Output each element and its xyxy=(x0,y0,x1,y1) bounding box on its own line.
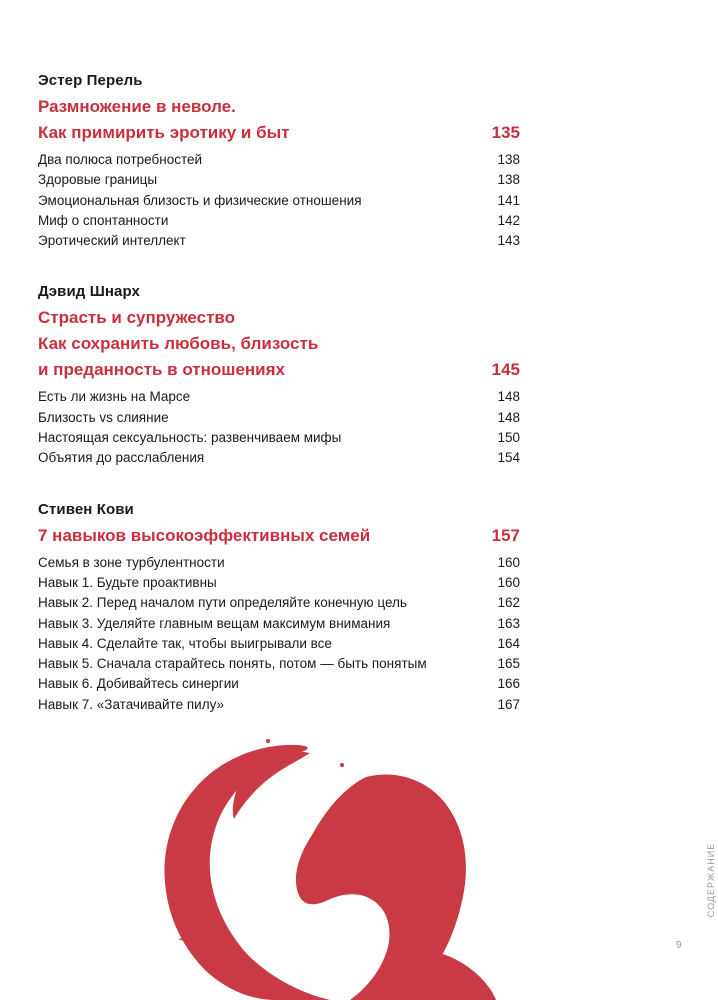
toc-entry xyxy=(38,211,520,231)
toc-entry xyxy=(38,170,520,190)
entry-title: Навык 5. Сначала старайтесь понять, потом — быть понятым xyxy=(38,656,427,672)
entry-title: Семья в зоне турбулентности xyxy=(38,554,225,570)
entry-page: 148 xyxy=(497,409,520,425)
section-title-text: и преданность в отношениях xyxy=(38,360,286,380)
toc-section xyxy=(38,501,520,715)
entry-title: Два полюса потребностей xyxy=(38,152,203,167)
entry-title: Навык 7. «Затачивайте пилу» xyxy=(38,696,224,712)
entry-title: Здоровые границы xyxy=(38,172,158,188)
section-author: Стивен Кови xyxy=(38,500,134,518)
toc-entry xyxy=(38,191,520,211)
entry-page: 163 xyxy=(497,615,520,631)
toc-entry xyxy=(38,614,520,634)
toc-section xyxy=(38,283,520,468)
section-title-text: 7 навыков высокоэффективных семей xyxy=(38,525,371,545)
section-title-page: 145 xyxy=(491,360,520,380)
entry-title: Миф о спонтанности xyxy=(38,212,169,228)
section-title-text: Размножение в неволе. xyxy=(38,97,236,116)
entry-title: Близость vs слияние xyxy=(38,409,169,425)
entry-page: 141 xyxy=(497,192,520,208)
section-title-text: Как примирить эротику и быт xyxy=(38,123,290,142)
toc-entry xyxy=(38,695,520,715)
entry-page: 138 xyxy=(497,172,520,188)
section-side-label: СОДЕРЖАНИЕ xyxy=(706,842,717,918)
entry-title: Навык 1. Будьте проактивны xyxy=(38,574,217,590)
entry-title: Есть ли жизнь на Марсе xyxy=(38,389,191,405)
section-title-line xyxy=(38,357,520,383)
section-title-text: Страсть и супружество xyxy=(38,308,236,328)
toc-entry xyxy=(38,428,520,448)
toc-entry xyxy=(38,408,520,428)
entry-title: Объятия до расслабления xyxy=(38,450,205,466)
entry-page: 164 xyxy=(497,635,520,651)
entry-title: Эмоциональная близость и физические отношения xyxy=(38,192,362,208)
entry-page: 160 xyxy=(497,554,520,570)
entry-title: Навык 4. Сделайте так, чтобы выигрывали все xyxy=(38,635,332,651)
section-title-line xyxy=(38,94,520,120)
section-title-page: 135 xyxy=(491,123,520,142)
toc-entry xyxy=(38,231,520,251)
section-title-line xyxy=(38,331,520,357)
entry-page: 142 xyxy=(497,212,520,228)
toc-entry xyxy=(38,573,520,593)
section-title-line xyxy=(38,305,520,331)
page-number: 9 xyxy=(676,940,682,951)
section-author: Эстер Перель xyxy=(38,72,143,89)
toc-entry xyxy=(38,593,520,613)
section-title-line xyxy=(38,120,520,146)
toc-section xyxy=(38,72,520,251)
entry-title: Навык 3. Уделяйте главным вещам максимум внимания xyxy=(38,615,391,631)
entry-list xyxy=(38,553,520,715)
toc-entry xyxy=(38,654,520,674)
section-title-page: 157 xyxy=(491,525,520,545)
entry-list xyxy=(38,387,520,468)
section-title-line xyxy=(38,523,520,549)
entry-page: 150 xyxy=(497,430,520,446)
entry-page: 148 xyxy=(497,389,520,405)
entry-page: 162 xyxy=(497,595,520,611)
entry-page: 165 xyxy=(497,656,520,672)
red-brush-stroke-decoration xyxy=(130,725,510,1000)
toc-entry xyxy=(38,634,520,654)
entry-title: Навык 2. Перед началом пути определяйте конечную цель xyxy=(38,595,407,611)
entry-page: 143 xyxy=(497,233,520,249)
entry-page: 166 xyxy=(497,676,520,692)
toc-entry xyxy=(38,448,520,468)
section-author: Дэвид Шнарх xyxy=(38,283,140,301)
entry-list xyxy=(38,150,520,251)
entry-page: 154 xyxy=(497,450,520,466)
entry-page: 138 xyxy=(497,152,520,167)
entry-title: Эротический интеллект xyxy=(38,233,186,249)
entry-page: 160 xyxy=(497,574,520,590)
entry-page: 167 xyxy=(497,696,520,712)
entry-title: Навык 6. Добивайтесь синергии xyxy=(38,676,239,692)
toc-entry xyxy=(38,553,520,573)
table-of-contents xyxy=(38,72,520,747)
toc-entry xyxy=(38,387,520,407)
section-title-text: Как сохранить любовь, близость xyxy=(38,334,319,354)
toc-entry xyxy=(38,150,520,170)
toc-entry xyxy=(38,674,520,694)
entry-title: Настоящая сексуальность: развенчиваем мифы xyxy=(38,430,342,446)
